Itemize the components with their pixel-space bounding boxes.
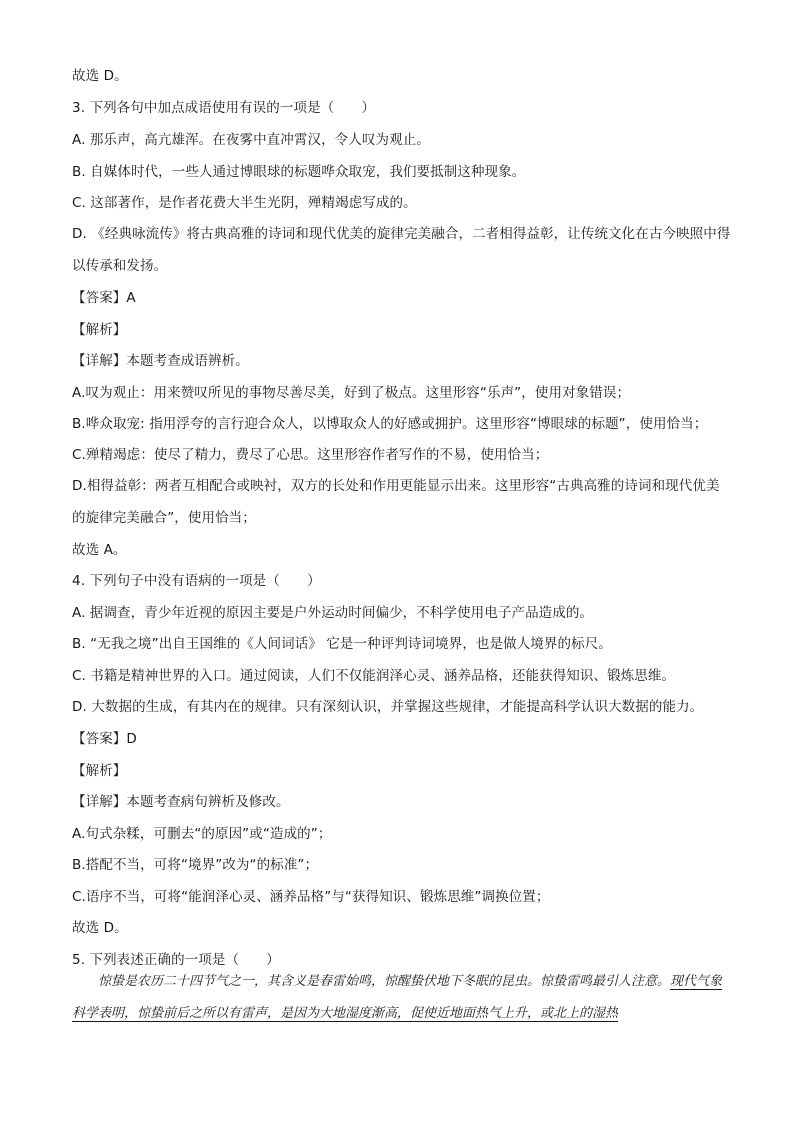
text-line: 故选 A。	[72, 542, 127, 558]
question-3-option-c: C. 这部著作，是作者花费大半生光阴，殚精竭虑写成的。	[72, 195, 417, 211]
question-5-stem: 5. 下列表述正确的一项是（ ）	[72, 952, 280, 968]
detail-label: 【详解】本题考查成语辨析。	[72, 353, 249, 369]
reading-passage	[72, 966, 724, 1029]
question-4-option-c: C. 书籍是精神世界的入口。通过阅读，人们不仅能润泽心灵、涵养品格，还能获得知识、锻炼思维。	[72, 668, 676, 684]
answer-label: 【答案】D	[72, 731, 137, 747]
question-4-option-d: D. 大数据的生成，有其内在的规律。只有深刻认识，并掌握这些规律，才能提高科学认识大数据的能力。	[72, 699, 704, 715]
question-3-option-d: D. 《经典咏流传》将古典高雅的诗词和现代优美的旋律完美融合，二者相得益彰，让传统文化在古今映照中得以传承和发扬。	[72, 226, 731, 274]
question-3-stem: 3. 下列各句中加点成语使用有误的一项是（ ）	[72, 100, 376, 116]
explanation-a: A.句式杂糅，可删去“的原因”或“造成的”；	[72, 826, 332, 842]
detail-label: 【详解】本题考查病句辨析及修改。	[72, 794, 290, 810]
question-3-option-b: B. 自媒体时代，一些人通过博眼球的标题哗众取宠，我们要抵制这种现象。	[72, 164, 526, 180]
analysis-label: 【解析】	[72, 763, 127, 779]
explanation-c: C.殚精竭虑：使尽了精力，费尽了心思。这里形容作者写作的不易，使用恰当；	[72, 447, 549, 463]
passage-underlined-text: 现代气象科学表明，惊蛰前后之所以有雷声，是因为大地湿度渐高，促使近地面热气上升，或北上的湿热	[72, 974, 723, 1021]
passage-text: 惊蛰是农历二十四节气之一，其含义是春雷始鸣，惊醒蛰伏地下冬眠的昆虫。惊蛰雷鸣最引人注意。	[98, 974, 671, 989]
explanation-d: D.相得益彰：两者互相配合或映衬，双方的长处和作用更能显示出来。这里形容“古典高雅的诗词和现代优美的旋律完美融合”，使用恰当；	[72, 478, 720, 526]
question-3-option-a: A. 那乐声，高亢雄浑。在夜雾中直冲霄汉，令人叹为观止。	[72, 132, 430, 148]
explanation-b: B.哗众取宠: 指用浮夸的言行迎合众人，以博取众人的好感或拥护。这里形容“博眼球的标题”，使用恰当；	[72, 416, 708, 432]
answer-label: 【答案】A	[72, 290, 136, 306]
text-line: 故选 D。	[72, 68, 128, 84]
explanation-c: C.语序不当，可将“能润泽心灵、涵养品格”与“获得知识、锻炼思维”调换位置；	[72, 889, 550, 905]
text-line: 故选 D。	[72, 920, 128, 936]
analysis-label: 【解析】	[72, 322, 127, 338]
explanation-a: A.叹为观止：用来赞叹所见的事物尽善尽美，好到了极点。这里形容“乐声”，使用对象错误；	[72, 385, 631, 401]
explanation-b: B.搭配不当，可将“境界”改为“的标准”；	[72, 857, 319, 873]
question-4-stem: 4. 下列句子中没有语病的一项是（ ）	[72, 573, 321, 589]
question-4-option-a: A. 据调查，青少年近视的原因主要是户外运动时间偏少，不科学使用电子产品造成的。	[72, 605, 594, 621]
question-4-option-b: B. “无我之境”出自王国维的《人间词话》 它是一种评判诗词境界，也是做人境界的标尺。	[72, 636, 612, 652]
